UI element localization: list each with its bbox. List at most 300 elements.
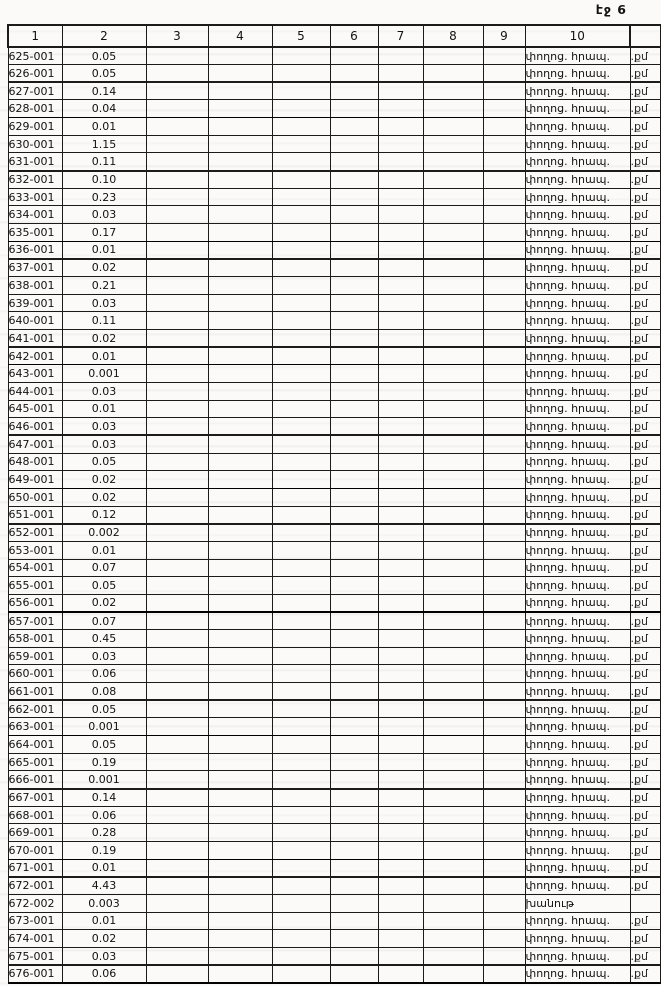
- note-cell: փողոց. հրապ.: [525, 524, 630, 542]
- table-row: [8, 594, 660, 612]
- empty-cell: [423, 736, 483, 754]
- empty-cell: [483, 789, 525, 807]
- empty-cell: [330, 347, 378, 365]
- empty-cell: [208, 65, 272, 83]
- note-cell: փողոց. հրապ.: [525, 82, 630, 100]
- empty-cell: [378, 665, 423, 683]
- empty-cell: [146, 259, 208, 277]
- empty-cell: [423, 400, 483, 418]
- empty-cell: [146, 541, 208, 559]
- empty-cell: [272, 100, 330, 118]
- empty-cell: [378, 82, 423, 100]
- empty-cell: [272, 118, 330, 136]
- empty-cell: [330, 612, 378, 630]
- empty-cell: [208, 718, 272, 736]
- note-cell: խանութ: [525, 895, 630, 913]
- empty-cell: [423, 683, 483, 701]
- empty-cell: [483, 294, 525, 312]
- note-cell: փողոց. հրապ.: [525, 947, 630, 965]
- table-row: [8, 294, 660, 312]
- empty-cell: [272, 912, 330, 930]
- code-cell: 676-001: [8, 965, 62, 983]
- value-cell: 0.01: [62, 541, 146, 559]
- empty-cell: [378, 241, 423, 259]
- table-row: [8, 630, 660, 648]
- empty-cell: [272, 506, 330, 524]
- value-cell: 0.14: [62, 82, 146, 100]
- empty-cell: [483, 188, 525, 206]
- unit-margin-note: .քմ: [630, 806, 660, 824]
- empty-cell: [330, 877, 378, 895]
- empty-cell: [483, 912, 525, 930]
- empty-cell: [208, 683, 272, 701]
- empty-cell: [423, 524, 483, 542]
- empty-cell: [378, 718, 423, 736]
- table-row: [8, 930, 660, 948]
- code-cell: 643-001: [8, 365, 62, 383]
- empty-cell: [208, 471, 272, 489]
- empty-cell: [146, 594, 208, 612]
- empty-cell: [272, 135, 330, 153]
- unit-margin-note: .քմ: [630, 118, 660, 136]
- empty-cell: [378, 895, 423, 913]
- value-cell: 0.06: [62, 806, 146, 824]
- value-cell: 0.01: [62, 347, 146, 365]
- empty-cell: [378, 206, 423, 224]
- value-cell: 0.03: [62, 206, 146, 224]
- empty-cell: [423, 647, 483, 665]
- empty-cell: [272, 312, 330, 330]
- empty-cell: [330, 912, 378, 930]
- empty-cell: [208, 118, 272, 136]
- empty-cell: [483, 842, 525, 860]
- note-cell: փողոց. հրապ.: [525, 789, 630, 807]
- empty-cell: [378, 824, 423, 842]
- empty-cell: [272, 665, 330, 683]
- empty-cell: [272, 471, 330, 489]
- empty-cell: [423, 842, 483, 860]
- empty-cell: [208, 347, 272, 365]
- empty-cell: [423, 241, 483, 259]
- table-row: [8, 541, 660, 559]
- value-cell: 0.05: [62, 577, 146, 595]
- empty-cell: [146, 135, 208, 153]
- empty-cell: [483, 612, 525, 630]
- header-row: [8, 25, 660, 47]
- empty-cell: [146, 241, 208, 259]
- empty-cell: [330, 541, 378, 559]
- note-cell: փողոց. հրապ.: [525, 453, 630, 471]
- empty-cell: [483, 577, 525, 595]
- empty-cell: [208, 330, 272, 348]
- empty-cell: [378, 647, 423, 665]
- empty-cell: [272, 400, 330, 418]
- note-cell: փողոց. հրապ.: [525, 241, 630, 259]
- table-row: [8, 224, 660, 242]
- code-cell: 639-001: [8, 294, 62, 312]
- empty-cell: [330, 382, 378, 400]
- empty-cell: [146, 47, 208, 65]
- empty-cell: [146, 718, 208, 736]
- empty-cell: [378, 506, 423, 524]
- note-cell: փողոց. հրապ.: [525, 930, 630, 948]
- unit-margin-note: .քմ: [630, 947, 660, 965]
- empty-cell: [483, 65, 525, 83]
- table-row: [8, 347, 660, 365]
- empty-cell: [146, 753, 208, 771]
- code-cell: 647-001: [8, 435, 62, 453]
- table-row: [8, 559, 660, 577]
- empty-cell: [483, 259, 525, 277]
- note-cell: փողոց. հրապ.: [525, 647, 630, 665]
- empty-cell: [330, 594, 378, 612]
- empty-cell: [483, 806, 525, 824]
- empty-cell: [146, 771, 208, 789]
- table-row: [8, 824, 660, 842]
- empty-cell: [483, 965, 525, 983]
- empty-cell: [330, 418, 378, 436]
- empty-cell: [146, 171, 208, 189]
- empty-cell: [483, 118, 525, 136]
- unit-margin-note: .քմ: [630, 965, 660, 983]
- empty-cell: [146, 400, 208, 418]
- empty-cell: [146, 612, 208, 630]
- value-cell: 0.06: [62, 665, 146, 683]
- empty-cell: [272, 171, 330, 189]
- table-row: [8, 435, 660, 453]
- note-cell: փողոց. հրապ.: [525, 736, 630, 754]
- empty-cell: [146, 824, 208, 842]
- unit-margin-note: .քմ: [630, 418, 660, 436]
- empty-cell: [272, 435, 330, 453]
- empty-cell: [330, 241, 378, 259]
- code-cell: 634-001: [8, 206, 62, 224]
- empty-cell: [378, 471, 423, 489]
- empty-cell: [208, 418, 272, 436]
- unit-margin-note: .քմ: [630, 683, 660, 701]
- empty-cell: [146, 877, 208, 895]
- note-cell: փողոց. հրապ.: [525, 171, 630, 189]
- column-header: 6: [330, 25, 378, 47]
- code-cell: 656-001: [8, 594, 62, 612]
- empty-cell: [330, 488, 378, 506]
- value-cell: 0.11: [62, 153, 146, 171]
- note-cell: փողոց. հրապ.: [525, 577, 630, 595]
- empty-cell: [423, 435, 483, 453]
- empty-cell: [378, 753, 423, 771]
- value-cell: 0.28: [62, 824, 146, 842]
- value-cell: 0.06: [62, 965, 146, 983]
- empty-cell: [208, 753, 272, 771]
- empty-cell: [208, 171, 272, 189]
- margin-header-spacer: [630, 25, 660, 47]
- empty-cell: [330, 47, 378, 65]
- empty-cell: [146, 418, 208, 436]
- table-row: [8, 171, 660, 189]
- table-row: [8, 188, 660, 206]
- code-cell: 642-001: [8, 347, 62, 365]
- note-cell: փողոց. հրապ.: [525, 718, 630, 736]
- unit-margin-note: .քմ: [630, 718, 660, 736]
- value-cell: 0.07: [62, 559, 146, 577]
- code-cell: 672-002: [8, 895, 62, 913]
- code-cell: 658-001: [8, 630, 62, 648]
- empty-cell: [378, 559, 423, 577]
- empty-cell: [146, 65, 208, 83]
- value-cell: 0.01: [62, 400, 146, 418]
- unit-margin-note: .քմ: [630, 347, 660, 365]
- value-cell: 0.04: [62, 100, 146, 118]
- empty-cell: [208, 930, 272, 948]
- table-row: [8, 524, 660, 542]
- unit-margin-note: .քմ: [630, 400, 660, 418]
- empty-cell: [272, 771, 330, 789]
- empty-cell: [146, 577, 208, 595]
- empty-cell: [272, 277, 330, 295]
- empty-cell: [272, 153, 330, 171]
- code-cell: 671-001: [8, 859, 62, 877]
- empty-cell: [378, 453, 423, 471]
- empty-cell: [378, 700, 423, 718]
- code-cell: 674-001: [8, 930, 62, 948]
- empty-cell: [208, 647, 272, 665]
- empty-cell: [330, 524, 378, 542]
- empty-cell: [208, 294, 272, 312]
- code-cell: 641-001: [8, 330, 62, 348]
- empty-cell: [208, 859, 272, 877]
- note-cell: փողոց. հրապ.: [525, 594, 630, 612]
- empty-cell: [272, 700, 330, 718]
- empty-cell: [208, 824, 272, 842]
- value-cell: 0.07: [62, 612, 146, 630]
- empty-cell: [378, 224, 423, 242]
- empty-cell: [483, 824, 525, 842]
- table-row: [8, 718, 660, 736]
- empty-cell: [330, 630, 378, 648]
- empty-cell: [483, 471, 525, 489]
- empty-cell: [378, 312, 423, 330]
- empty-cell: [423, 806, 483, 824]
- empty-cell: [483, 665, 525, 683]
- value-cell: 0.14: [62, 789, 146, 807]
- empty-cell: [146, 312, 208, 330]
- empty-cell: [146, 188, 208, 206]
- unit-margin-note: .քմ: [630, 312, 660, 330]
- code-cell: 648-001: [8, 453, 62, 471]
- empty-cell: [146, 224, 208, 242]
- code-cell: 670-001: [8, 842, 62, 860]
- note-cell: փողոց. հրապ.: [525, 700, 630, 718]
- code-cell: 672-001: [8, 877, 62, 895]
- empty-cell: [483, 488, 525, 506]
- empty-cell: [483, 277, 525, 295]
- empty-cell: [483, 718, 525, 736]
- empty-cell: [272, 947, 330, 965]
- empty-cell: [423, 895, 483, 913]
- empty-cell: [330, 135, 378, 153]
- empty-cell: [378, 877, 423, 895]
- table-row: [8, 400, 660, 418]
- value-cell: 0.03: [62, 947, 146, 965]
- empty-cell: [330, 647, 378, 665]
- table-row: [8, 700, 660, 718]
- unit-margin-note: [630, 895, 660, 913]
- value-cell: 0.11: [62, 312, 146, 330]
- empty-cell: [146, 930, 208, 948]
- unit-margin-note: .քմ: [630, 171, 660, 189]
- empty-cell: [208, 224, 272, 242]
- value-cell: 0.002: [62, 524, 146, 542]
- empty-cell: [272, 630, 330, 648]
- empty-cell: [378, 965, 423, 983]
- table-row: [8, 47, 660, 65]
- value-cell: 0.05: [62, 47, 146, 65]
- note-cell: փողոց. հրապ.: [525, 100, 630, 118]
- empty-cell: [330, 577, 378, 595]
- empty-cell: [146, 206, 208, 224]
- unit-margin-note: .քմ: [630, 224, 660, 242]
- code-cell: 653-001: [8, 541, 62, 559]
- code-cell: 637-001: [8, 259, 62, 277]
- empty-cell: [208, 488, 272, 506]
- empty-cell: [483, 330, 525, 348]
- empty-cell: [378, 418, 423, 436]
- empty-cell: [330, 736, 378, 754]
- table-row: [8, 259, 660, 277]
- code-cell: 667-001: [8, 789, 62, 807]
- unit-margin-note: .քմ: [630, 647, 660, 665]
- empty-cell: [146, 524, 208, 542]
- empty-cell: [378, 118, 423, 136]
- unit-margin-note: .քմ: [630, 241, 660, 259]
- note-cell: փողոց. հրապ.: [525, 347, 630, 365]
- empty-cell: [423, 259, 483, 277]
- note-cell: փողոց. հրապ.: [525, 771, 630, 789]
- empty-cell: [272, 47, 330, 65]
- value-cell: 0.08: [62, 683, 146, 701]
- empty-cell: [483, 47, 525, 65]
- value-cell: 0.10: [62, 171, 146, 189]
- empty-cell: [378, 382, 423, 400]
- code-cell: 668-001: [8, 806, 62, 824]
- empty-cell: [483, 171, 525, 189]
- empty-cell: [272, 524, 330, 542]
- empty-cell: [378, 153, 423, 171]
- unit-margin-note: .քմ: [630, 665, 660, 683]
- empty-cell: [208, 524, 272, 542]
- empty-cell: [208, 277, 272, 295]
- code-cell: 654-001: [8, 559, 62, 577]
- value-cell: 0.01: [62, 118, 146, 136]
- code-cell: 660-001: [8, 665, 62, 683]
- empty-cell: [330, 771, 378, 789]
- empty-cell: [423, 118, 483, 136]
- table-row: [8, 471, 660, 489]
- empty-cell: [423, 771, 483, 789]
- empty-cell: [483, 506, 525, 524]
- table-row: [8, 647, 660, 665]
- unit-margin-note: .քմ: [630, 206, 660, 224]
- unit-margin-note: .քմ: [630, 789, 660, 807]
- code-cell: 640-001: [8, 312, 62, 330]
- empty-cell: [483, 647, 525, 665]
- empty-cell: [378, 171, 423, 189]
- code-cell: 635-001: [8, 224, 62, 242]
- empty-cell: [208, 577, 272, 595]
- empty-cell: [483, 453, 525, 471]
- empty-cell: [423, 206, 483, 224]
- unit-margin-note: .քմ: [630, 594, 660, 612]
- empty-cell: [330, 753, 378, 771]
- note-cell: փողոց. հրապ.: [525, 330, 630, 348]
- table-row: [8, 736, 660, 754]
- note-cell: փողոց. հրապ.: [525, 65, 630, 83]
- empty-cell: [272, 382, 330, 400]
- empty-cell: [272, 824, 330, 842]
- note-cell: փողոց. հրապ.: [525, 365, 630, 383]
- code-cell: 636-001: [8, 241, 62, 259]
- empty-cell: [208, 912, 272, 930]
- empty-cell: [272, 577, 330, 595]
- empty-cell: [483, 859, 525, 877]
- note-cell: փողոց. հրապ.: [525, 400, 630, 418]
- empty-cell: [208, 241, 272, 259]
- note-cell: փողոց. հրապ.: [525, 912, 630, 930]
- empty-cell: [146, 435, 208, 453]
- empty-cell: [272, 683, 330, 701]
- table-row: [8, 382, 660, 400]
- unit-margin-note: .քմ: [630, 577, 660, 595]
- empty-cell: [330, 824, 378, 842]
- value-cell: 1.15: [62, 135, 146, 153]
- table-row: [8, 506, 660, 524]
- empty-cell: [208, 82, 272, 100]
- empty-cell: [330, 665, 378, 683]
- empty-cell: [423, 877, 483, 895]
- empty-cell: [208, 700, 272, 718]
- empty-cell: [483, 100, 525, 118]
- empty-cell: [378, 400, 423, 418]
- value-cell: 4.43: [62, 877, 146, 895]
- empty-cell: [378, 135, 423, 153]
- empty-cell: [272, 347, 330, 365]
- value-cell: 0.05: [62, 65, 146, 83]
- code-cell: 628-001: [8, 100, 62, 118]
- code-cell: 661-001: [8, 683, 62, 701]
- empty-cell: [208, 947, 272, 965]
- unit-margin-note: .քմ: [630, 824, 660, 842]
- note-cell: փողոց. հրապ.: [525, 806, 630, 824]
- empty-cell: [146, 806, 208, 824]
- empty-cell: [423, 82, 483, 100]
- empty-cell: [330, 259, 378, 277]
- empty-cell: [378, 541, 423, 559]
- empty-cell: [272, 206, 330, 224]
- value-cell: 0.01: [62, 241, 146, 259]
- note-cell: փողոց. հրապ.: [525, 842, 630, 860]
- empty-cell: [272, 736, 330, 754]
- empty-cell: [483, 930, 525, 948]
- empty-cell: [330, 277, 378, 295]
- unit-margin-note: .քմ: [630, 365, 660, 383]
- empty-cell: [208, 259, 272, 277]
- empty-cell: [272, 930, 330, 948]
- empty-cell: [330, 82, 378, 100]
- value-cell: 0.05: [62, 736, 146, 754]
- empty-cell: [483, 224, 525, 242]
- note-cell: փողոց. հրապ.: [525, 153, 630, 171]
- unit-margin-note: .քմ: [630, 753, 660, 771]
